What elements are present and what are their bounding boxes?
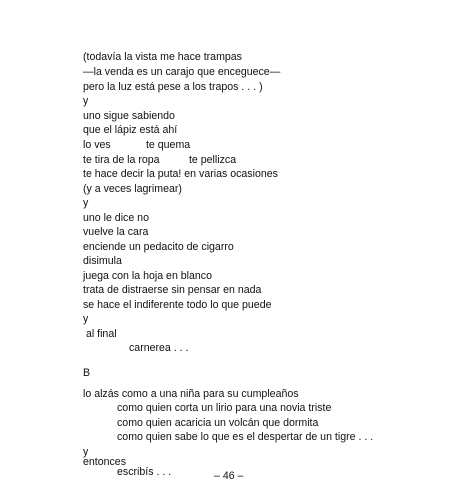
poem-line: juega con la hoja en blanco: [83, 270, 212, 282]
poem-line: y: [83, 197, 89, 209]
poem-line: uno le dice no: [83, 212, 149, 224]
poem-line: uno sigue sabiendo: [83, 110, 175, 122]
poem-line: y: [83, 446, 89, 458]
poem-line: enciende un pedacito de cigarro: [83, 241, 234, 253]
poem-line: y: [83, 313, 89, 325]
poem-line: al final: [83, 328, 117, 340]
poem-line: pero la luz está pese a los trapos . . . ): [83, 81, 263, 93]
poem-line: (y a veces lagrimear): [83, 183, 182, 195]
poem-line: como quien corta un lirio para una novia triste: [117, 402, 332, 414]
poem-line: lo alzás como a una niña para su cumpleaños: [83, 388, 299, 400]
page-number: – 46 –: [214, 470, 244, 482]
poem-line: que el lápiz está ahí: [83, 124, 178, 136]
poem-line: te hace decir la puta! en varias ocasiones: [83, 168, 278, 180]
poem-line: te tira de la ropa te pellizca: [83, 154, 237, 166]
poem-line: vuelve la cara: [83, 226, 149, 238]
section-heading: B: [83, 367, 91, 379]
poem-line: trata de distraerse sin pensar en nada: [83, 284, 262, 296]
poem-line: escribís . . .: [117, 466, 172, 478]
poem-line: carnerea . . .: [129, 342, 189, 354]
poem-line: como quien sabe lo que es el despertar de un tigre . . .: [117, 431, 374, 443]
poem-line: como quien acaricia un volcán que dormita: [117, 417, 319, 429]
poem-line: y: [83, 95, 89, 107]
poem-line: (todavía la vista me hace trampas: [83, 51, 242, 63]
poem-line: disimula: [83, 255, 122, 267]
poem-line: —la venda es un carajo que enceguece—: [83, 66, 281, 78]
poem-line: se hace el indiferente todo lo que puede: [83, 299, 272, 311]
poem-line: entonces: [83, 456, 126, 468]
poem-line: lo ves te quema: [83, 139, 191, 151]
